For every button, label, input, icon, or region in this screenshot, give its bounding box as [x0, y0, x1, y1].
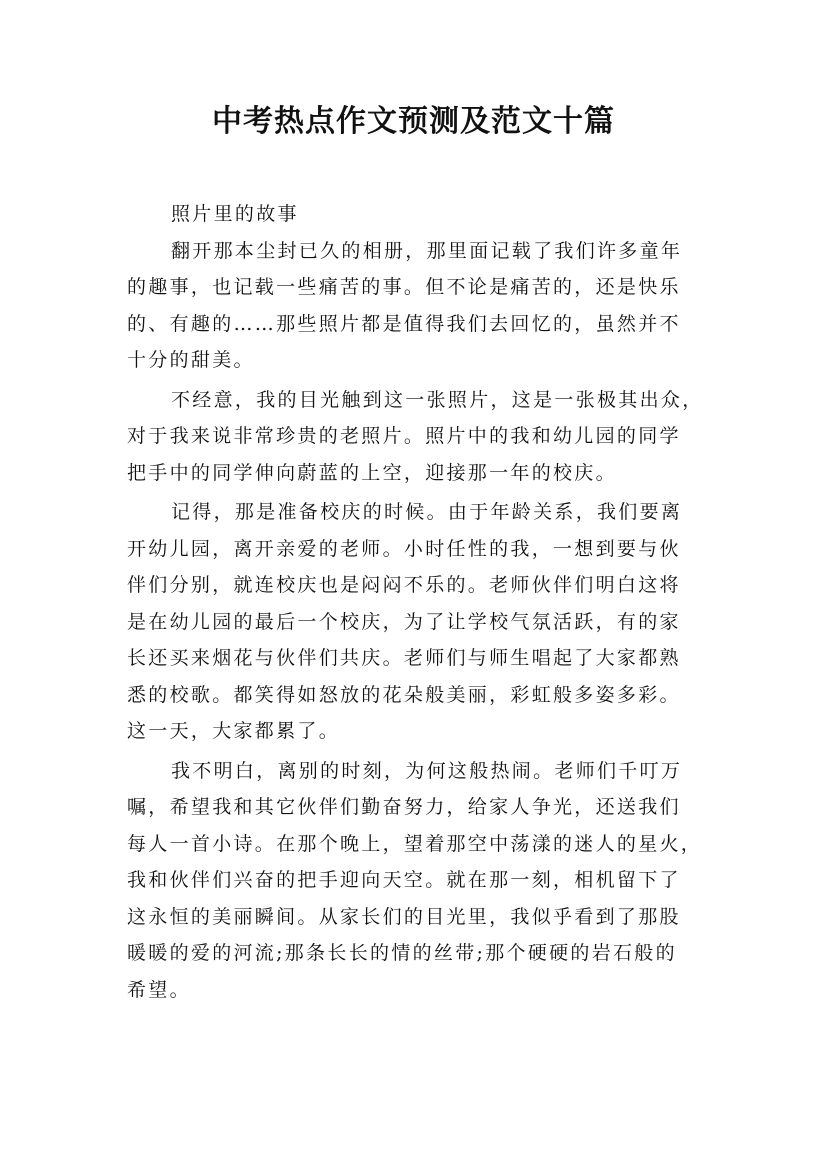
paragraph-line: 嘱，希望我和其它伙伴们勤奋努力，给家人争光，还送我们: [127, 796, 681, 818]
paragraph-line: 这一天，大家都累了。: [127, 720, 341, 742]
paragraph-line: 是在幼儿园的最后一个校庆，为了让学校气氛活跃，有的家: [127, 610, 681, 633]
paragraph-line: 对于我来说非常珍贵的老照片。照片中的我和幼儿园的同学: [127, 425, 681, 447]
paragraph-line: 十分的甜美。: [127, 349, 255, 371]
essay-subtitle: 照片里的故事: [171, 203, 299, 225]
paragraph-2: [127, 382, 707, 492]
paragraph-line: 悉的校歌。都笑得如怒放的花朵般美丽，彩虹般多姿多彩。: [127, 683, 681, 706]
paragraph-line: 记得，那是准备校庆的时候。由于年龄关系，我们要离: [171, 501, 683, 523]
paragraph-4: [127, 753, 707, 1009]
paragraph-line: 把手中的同学伸向蔚蓝的上空，迎接那一年的校庆。: [127, 461, 617, 484]
paragraph-line: 我和伙伴们兴奋的把手迎向天空。就在那一刻，相机留下了: [127, 869, 681, 891]
paragraph-line: 的、有趣的……那些照片都是值得我们去回忆的，虽然并不: [127, 312, 681, 335]
paragraph-line: 我不明白，离别的时刻，为何这般热闹。老师们千叮万: [171, 759, 683, 782]
paragraph-1: [127, 233, 707, 379]
paragraph-line: 的趣事，也记载一些痛苦的事。但不论是痛苦的，还是快乐: [127, 276, 681, 298]
document-title: 中考热点作文预测及范文十篇: [212, 104, 615, 139]
paragraph-line: 不经意，我的目光触到这一张照片，这是一张极其出众，: [171, 388, 704, 411]
paragraph-line: 翻开那本尘封已久的相册，那里面记载了我们许多童年: [171, 239, 683, 262]
paragraph-line: 伴们分别，就连校庆也是闷闷不乐的。老师伙伴们明白这将: [127, 574, 681, 596]
paragraph-line: 每人一首小诗。在那个晚上，望着那空中荡漾的迷人的星火，: [127, 832, 703, 855]
paragraph-line: 长还买来烟花与伙伴们共庆。老师们与师生唱起了大家都熟: [127, 647, 681, 669]
paragraph-line: 暖暖的爱的河流;那条长长的情的丝带;那个硬硬的岩石般的: [127, 942, 677, 964]
paragraph-line: 开幼儿园，离开亲爱的老师。小时任性的我，一想到要与伙: [127, 537, 681, 560]
paragraph-line: 这永恒的美丽瞬间。从家长们的目光里，我似乎看到了那股: [127, 905, 681, 928]
paragraph-3: [127, 494, 707, 750]
document-body: [127, 196, 707, 1008]
paragraph-line: 希望。: [127, 978, 191, 1001]
